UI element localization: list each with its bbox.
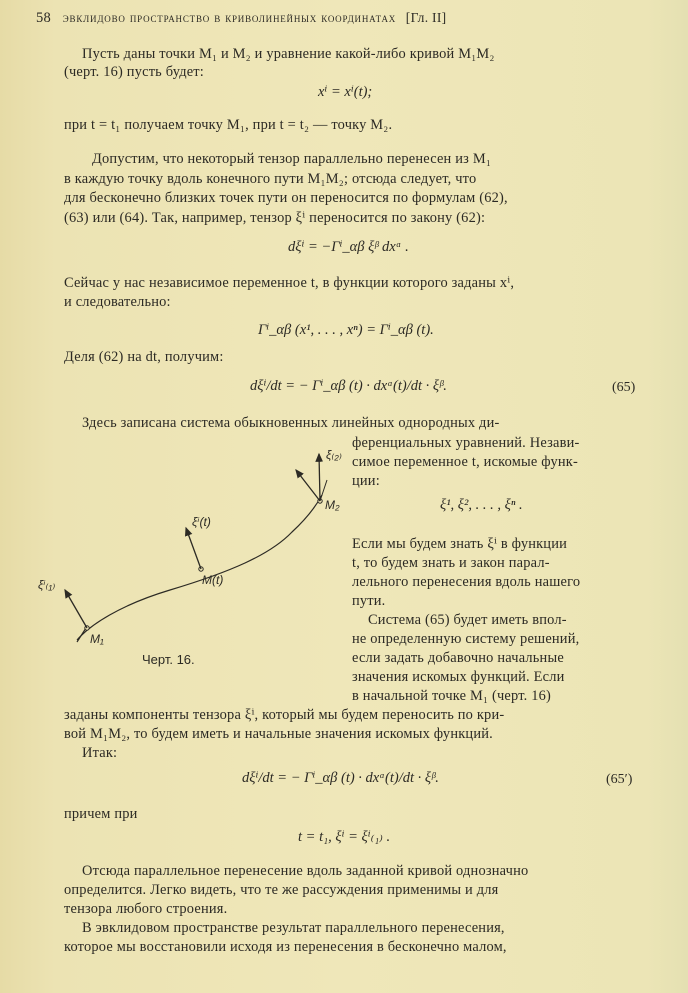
- equation-62: dξⁱ = −Γⁱ_αβ ξᵝ dxᵅ .: [288, 239, 409, 255]
- text-line: В эвклидовом пространстве результат параллельного перенесения,: [82, 920, 505, 936]
- text-line: ференциальных уравнений. Незави-: [352, 435, 580, 451]
- equation-initial: t = t₁, ξⁱ = ξⁱ₍₁₎ .: [298, 829, 391, 845]
- equation-functions: ξ¹, ξ², . . . , ξⁿ .: [440, 497, 523, 513]
- text-line: для бесконечно близких точек пути он переносится по формулам (62),: [64, 190, 508, 206]
- text-line: (63) или (64). Так, например, тензор ξⁱ переносится по закону (62):: [64, 210, 486, 226]
- text-line: Если мы будем знать ξⁱ в функции: [352, 536, 568, 552]
- text-line: Отсюда параллельное перенесение вдоль заданной кривой однозначно: [82, 863, 529, 879]
- text-line: t, то будем знать и закон парал-: [352, 555, 550, 571]
- text-line: и следовательно:: [64, 294, 171, 310]
- equation-65-prime: dξⁱ/dt = − Γⁱ_αβ (t) · dxᵅ(t)/dt · ξᵝ.: [242, 770, 439, 786]
- figure-caption: Черт. 16.: [142, 652, 195, 667]
- text-line: Сейчас у нас независимое переменное t, в функции которого заданы xⁱ,: [64, 275, 515, 291]
- text-line: которое мы восстановили исходя из перенесения в бесконечно малом,: [64, 939, 507, 955]
- text-line: в каждую точку вдоль конечного пути M₁M₂; отсюда следует, что: [64, 171, 477, 187]
- text-line: в начальной точке M₁ (черт. 16): [352, 688, 551, 704]
- page-number: 58: [36, 10, 52, 26]
- text-line: Здесь записана система обыкновенных линейных однородных ди-: [82, 415, 500, 431]
- text-line: ции:: [352, 473, 380, 489]
- label-xi2: ξ₍₂₎: [326, 448, 342, 462]
- text-line: причем при: [64, 806, 138, 822]
- equation-number-65-prime: (65′): [606, 772, 633, 787]
- label-m2: M₂: [325, 498, 340, 512]
- text-line: значения искомых функций. Если: [352, 669, 565, 685]
- text-line: заданы компоненты тензора ξⁱ, который мы будем переносить по кри-: [64, 707, 505, 723]
- text-line: симое переменное t, искомые функ-: [352, 454, 578, 470]
- text-line: если задать добавочно начальные: [352, 650, 564, 666]
- running-header: [36, 10, 446, 27]
- text-line: Допустим, что некоторый тензор параллельно перенесен из M₁: [92, 151, 492, 167]
- chapter-label: [Гл. II]: [405, 10, 447, 25]
- text-line: Итак:: [82, 745, 118, 761]
- text-line: определится. Легко видеть, что те же рассуждения применимы и для: [64, 882, 499, 898]
- text-line: пути.: [352, 593, 386, 609]
- label-m1: M₁: [90, 632, 104, 646]
- equation-number-65: (65): [612, 380, 636, 395]
- text-line: тензора любого строения.: [64, 901, 228, 917]
- figure-16: [30, 440, 340, 680]
- label-xit: ξⁱ(t): [192, 515, 211, 529]
- equation-curve: xⁱ = xⁱ(t);: [318, 84, 373, 100]
- text-line: лельного перенесения вдоль нашего: [352, 574, 581, 590]
- label-mt: M(t): [202, 573, 224, 587]
- equation-gamma: Γⁱ_αβ (x¹, . . . , xⁿ) = Γⁱ_αβ (t).: [258, 322, 434, 338]
- running-title: эвклидово пространство в криволинейных координатах: [62, 10, 397, 25]
- text-line: вой M₁M₂, то будем иметь и начальные значения искомых функций.: [64, 726, 493, 742]
- text-line: Пусть даны точки M₁ и M₂ и уравнение какой-либо кривой M₁M₂: [82, 46, 495, 62]
- equation-65: dξⁱ/dt = − Γⁱ_αβ (t) · dxᵅ(t)/dt · ξᵝ.: [250, 378, 447, 394]
- text-line: Деля (62) на dt, получим:: [64, 349, 224, 365]
- label-xi1: ξⁱ₍₁₎: [38, 578, 56, 592]
- text-line: Система (65) будет иметь впол-: [368, 612, 567, 628]
- text-line: при t = t₁ получаем точку M₁, при t = t₂ — точку M₂.: [64, 117, 393, 133]
- text-line: не определенную систему решений,: [352, 631, 580, 647]
- curve-diagram: [30, 440, 340, 680]
- text-line: (черт. 16) пусть будет:: [64, 64, 204, 80]
